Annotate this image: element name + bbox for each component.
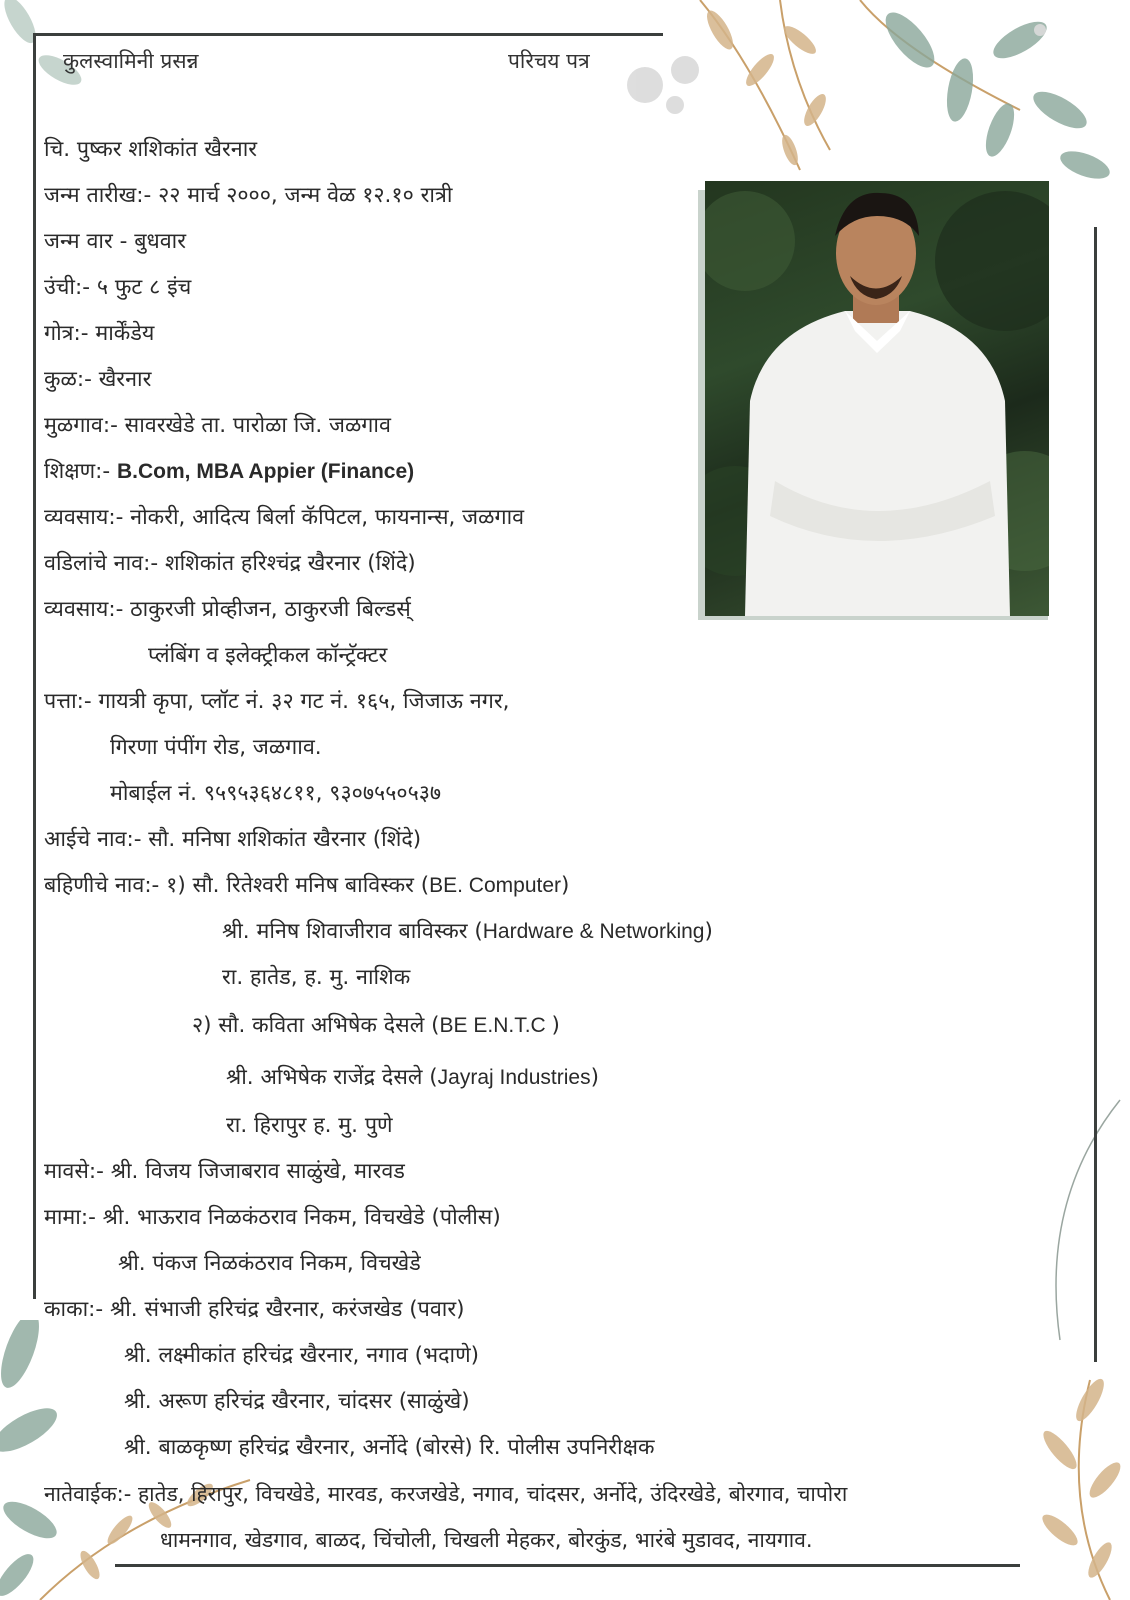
birth-day: जन्म वार - बुधवार <box>44 229 187 254</box>
mavse: मावसे:- श्री. विजय जिजाबराव साळुंखे, मारवड <box>44 1159 405 1184</box>
education-value: B.Com, MBA Appier (Finance) <box>117 460 415 483</box>
sister-2-place: रा. हिरापुर ह. मु. पुणे <box>226 1113 393 1138</box>
person-portrait-icon <box>705 181 1049 616</box>
sister-1-husband-name: श्री. मनिष शिवाजीराव बाविस्कर ( <box>222 919 483 944</box>
native-place: मुळगाव:- सावरखेडे ता. पारोळा जि. जळगाव <box>44 413 391 438</box>
sister-1-place: रा. हातेड, ह. मु. नाशिक <box>222 965 411 990</box>
sister-2-husband-close: ) <box>590 1065 599 1090</box>
frame-bottom-line <box>115 1564 1020 1567</box>
frame-left-line <box>33 33 36 1299</box>
relatives-villages-2: धामनगाव, खेडगाव, बाळद, चिंचोली, चिखली मेहकर, बोरकुंड, भारंबे मुडावद, नायगाव. <box>160 1528 813 1552</box>
sister-1-close: ) <box>561 873 570 898</box>
sister-2-close: ) <box>551 1013 560 1038</box>
education <box>44 458 414 486</box>
leaf-decoration-top-right <box>600 0 1130 200</box>
sister-2-husband-name: श्री. अभिषेक राजेंद्र देसले ( <box>226 1065 438 1090</box>
address-line-2: गिरणा पंपींग रोड, जळगाव. <box>110 735 322 760</box>
education-label: शिक्षण:- <box>44 459 117 484</box>
father-business: व्यवसाय:- ठाकुरजी प्रोव्हीजन, ठाकुरजी बिल्डर्स् <box>44 597 411 622</box>
kaka-1: काका:- श्री. संभाजी हरिचंद्र खैरनार, करंजखेड (पवार) <box>44 1297 465 1322</box>
occupation: व्यवसाय:- नोकरी, आदित्य बिर्ला कॅपिटल, फायनान्स, जळगाव <box>44 505 525 530</box>
address-line-1: पत्ता:- गायत्री कृपा, प्लॉट नं. ३२ गट नं. १६५, जिजाऊ नगर, <box>44 689 510 714</box>
profile-photo <box>705 181 1049 616</box>
mother-name: आईचे नाव:- सौ. मनिषा शशिकांत खैरनार (शिंदे) <box>44 827 422 852</box>
header-title: परिचय पत्र <box>508 49 590 73</box>
kaka-4: श्री. बाळकृष्ण हरिचंद्र खैरनार, अर्नोदे (बोरसे) रि. पोलीस उपनिरीक्षक <box>124 1435 655 1460</box>
gotra: गोत्र:- मार्केंडेय <box>44 321 155 346</box>
frame-right-line <box>1094 227 1097 1362</box>
height: उंची:- ५ फुट ८ इंच <box>44 275 192 300</box>
kaka-3: श्री. अरूण हरिचंद्र खैरनार, चांदसर (साळुंखे) <box>124 1389 470 1414</box>
kul: कुळ:- खैरनार <box>44 367 152 392</box>
sister-1-husband-job: Hardware & Networking <box>482 920 705 943</box>
birth-details: जन्म तारीख:- २२ मार्च २०००, जन्म वेळ १२.१० रात्री <box>44 183 453 208</box>
sister-2 <box>192 1012 560 1040</box>
sister-1-husband-close: ) <box>704 919 713 944</box>
sister-1 <box>44 872 569 900</box>
kaka-2: श्री. लक्ष्मीकांत हरिचंद्र खैरनार, नगाव (भदाणे) <box>124 1343 480 1368</box>
father-name: वडिलांचे नाव:- शशिकांत हरिश्चंद्र खैरनार (शिंदे) <box>44 551 416 576</box>
mobile-numbers: मोबाईल नं. ९५९५३६४८११, ९३०७५५०५३७ <box>110 781 442 806</box>
frame-top-line <box>33 33 663 36</box>
sister-1-name: बहिणीचे नाव:- १) सौ. रितेश्वरी मनिष बाविस्कर ( <box>44 873 430 898</box>
relatives-villages-1: नातेवाईक:- हातेड, हिरापुर, विचखेडे, मारवड, करजखेडे, नगाव, चांदसर, अर्नोदे, उंदिरखेडे, बोरगाव, चापोरा <box>44 1482 848 1506</box>
sister-2-qualification: BE E.N.T.C <box>439 1014 552 1037</box>
sister-2-name: २) सौ. कविता अभिषेक देसले ( <box>192 1013 440 1038</box>
sister-2-husband <box>226 1064 599 1092</box>
mama-1: मामा:- श्री. भाऊराव निळकंठराव निकम, विचखेडे (पोलीस) <box>44 1205 501 1230</box>
father-business-2: प्लंबिंग व इलेक्ट्रीकल कॉन्ट्रॅक्टर <box>148 643 388 668</box>
sister-1-husband <box>222 918 713 946</box>
sister-1-qualification: BE. Computer <box>429 874 562 897</box>
mama-2: श्री. पंकज निळकंठराव निकम, विचखेडे <box>118 1251 421 1276</box>
sister-2-husband-job: Jayraj Industries <box>437 1066 591 1089</box>
leaf-decoration-bottom-right <box>1000 1080 1130 1600</box>
candidate-name: चि. पुष्कर शशिकांत खैरनार <box>44 137 258 162</box>
header-blessing: कुलस्वामिनी प्रसन्न <box>63 49 199 73</box>
